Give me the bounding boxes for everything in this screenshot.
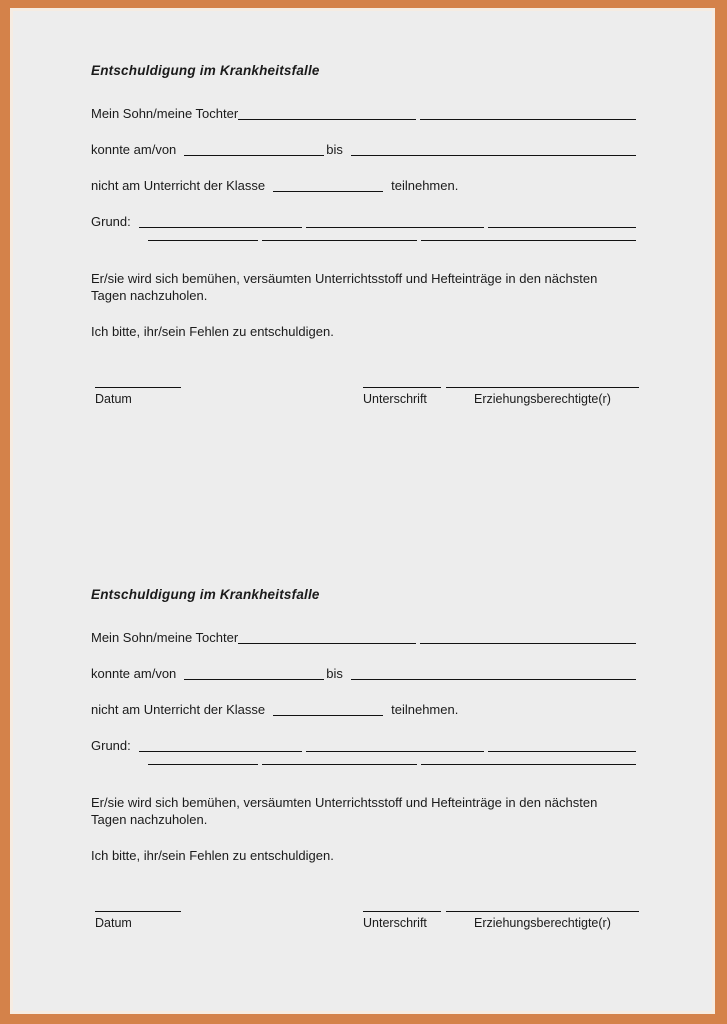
class-label-suffix: teilnehmen. [391, 702, 459, 717]
guardian-rule[interactable] [446, 387, 639, 388]
guardian-rule[interactable] [446, 911, 639, 912]
document-sheet [13, 11, 712, 1011]
date-from-input-rule[interactable] [184, 155, 324, 156]
child-name-input-rule[interactable] [238, 119, 416, 120]
request-paragraph: Ich bitte, ihr/sein Fehlen zu entschuldigen. [91, 848, 334, 863]
guardian-label: Erziehungsberechtigte(r) [474, 915, 611, 930]
signature-rule[interactable] [363, 911, 441, 912]
excuse-form-copy-1 [91, 63, 636, 417]
reason-line2-rule-a[interactable] [148, 240, 258, 241]
reason-row-line2 [148, 764, 636, 767]
reason-line1-rule-b[interactable] [306, 751, 484, 752]
absence-dates-row [91, 142, 636, 158]
class-row [91, 702, 636, 718]
child-name-extra-input-rule[interactable] [420, 119, 636, 120]
class-input-rule[interactable] [273, 715, 383, 716]
reason-line2-rule-b[interactable] [262, 240, 417, 241]
date-signed-label: Datum [95, 915, 132, 930]
date-signed-rule[interactable] [95, 387, 181, 388]
date-signed-label: Datum [95, 391, 132, 406]
child-name-row [91, 630, 636, 646]
child-name-label: Mein Sohn/meine Tochter [91, 106, 239, 121]
class-label-suffix: teilnehmen. [391, 178, 459, 193]
reason-label: Grund: [91, 738, 131, 753]
signature-area [91, 375, 636, 417]
child-name-extra-input-rule[interactable] [420, 643, 636, 644]
reason-label: Grund: [91, 214, 131, 229]
class-label-prefix: nicht am Unterricht der Klasse [91, 178, 266, 193]
reason-row-line2 [148, 240, 636, 243]
reason-row-line1 [91, 214, 636, 230]
class-input-rule[interactable] [273, 191, 383, 192]
request-paragraph: Ich bitte, ihr/sein Fehlen zu entschuldigen. [91, 324, 334, 339]
date-signed-rule[interactable] [95, 911, 181, 912]
reason-line2-rule-a[interactable] [148, 764, 258, 765]
signature-area [91, 899, 636, 941]
reason-line1-rule-a[interactable] [139, 751, 302, 752]
date-to-input-rule[interactable] [351, 155, 636, 156]
date-to-input-rule[interactable] [351, 679, 636, 680]
signature-label: Unterschrift [363, 915, 427, 930]
absence-dates-row [91, 666, 636, 682]
form-title: Entschuldigung im Krankheitsfalle [91, 587, 320, 602]
signature-label: Unterschrift [363, 391, 427, 406]
reason-row-line1 [91, 738, 636, 754]
child-name-label: Mein Sohn/meine Tochter [91, 630, 239, 645]
reason-line2-rule-b[interactable] [262, 764, 417, 765]
page-inner-frame [10, 8, 715, 1014]
form-title: Entschuldigung im Krankheitsfalle [91, 63, 320, 78]
reason-line2-rule-c[interactable] [421, 764, 636, 765]
date-from-label: konnte am/von [91, 666, 177, 681]
class-row [91, 178, 636, 194]
date-to-label: bis [326, 142, 343, 157]
date-from-label: konnte am/von [91, 142, 177, 157]
child-name-row [91, 106, 636, 122]
date-to-label: bis [326, 666, 343, 681]
reason-line2-rule-c[interactable] [421, 240, 636, 241]
class-label-prefix: nicht am Unterricht der Klasse [91, 702, 266, 717]
reason-line1-rule-c[interactable] [488, 751, 636, 752]
date-from-input-rule[interactable] [184, 679, 324, 680]
excuse-form-copy-2 [91, 587, 636, 941]
child-name-input-rule[interactable] [238, 643, 416, 644]
signature-rule[interactable] [363, 387, 441, 388]
makeup-work-paragraph: Er/sie wird sich bemühen, versäumten Unterrichtsstoff und Hefteinträge in den nächsten Tagen nachzuholen. [91, 795, 598, 827]
reason-line1-rule-b[interactable] [306, 227, 484, 228]
guardian-label: Erziehungsberechtigte(r) [474, 391, 611, 406]
reason-line1-rule-c[interactable] [488, 227, 636, 228]
makeup-work-paragraph: Er/sie wird sich bemühen, versäumten Unterrichtsstoff und Hefteinträge in den nächsten Tagen nachzuholen. [91, 271, 598, 303]
reason-line1-rule-a[interactable] [139, 227, 302, 228]
